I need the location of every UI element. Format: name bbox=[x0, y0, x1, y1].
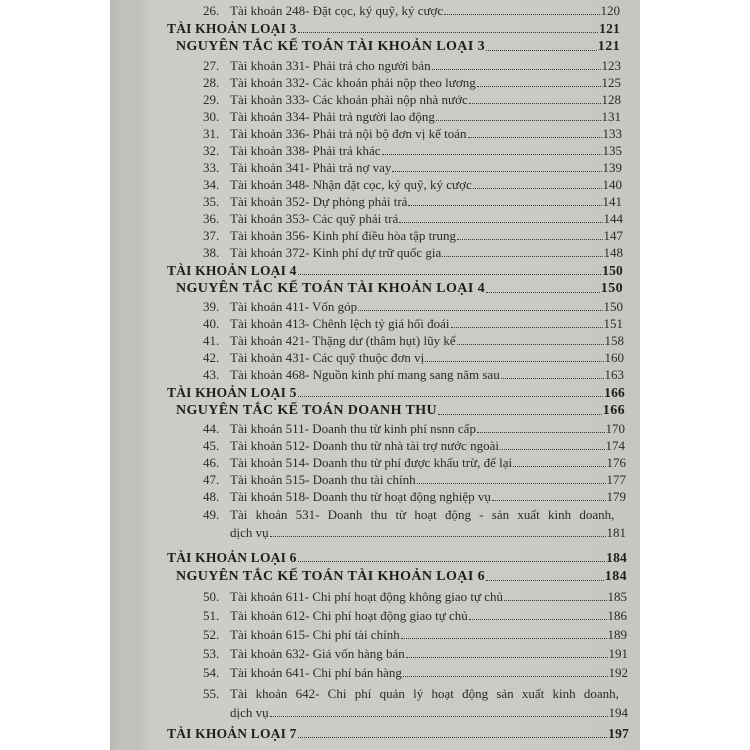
toc-entry bbox=[203, 211, 623, 227]
toc-entry bbox=[203, 472, 626, 488]
entry-number: 44. bbox=[203, 421, 220, 436]
leader-dots bbox=[406, 657, 608, 658]
leader-dots bbox=[417, 483, 606, 484]
entry-number: 28. bbox=[203, 75, 220, 90]
entry-number: 54. bbox=[203, 665, 220, 680]
entry-title: Tài khoản 411- Vốn góp bbox=[230, 299, 358, 314]
leader-dots bbox=[451, 327, 603, 328]
page-number: 121 bbox=[597, 39, 620, 54]
entry-title: Tài khoản 512- Doanh thu từ nhà tài trợ nước ngoài bbox=[230, 438, 500, 453]
subheading-title: NGUYÊN TẮC KẾ TOÁN DOANH THU bbox=[176, 403, 438, 418]
page-number: 139 bbox=[602, 160, 622, 175]
heading-title: TÀI KHOẢN LOẠI 4 bbox=[167, 263, 297, 278]
entry-number: 38. bbox=[203, 245, 220, 260]
page-number: 184 bbox=[606, 550, 627, 565]
page-number: 141 bbox=[602, 194, 622, 209]
page-number: 197 bbox=[608, 726, 629, 741]
entry-title-continuation: dịch vụ bbox=[230, 525, 269, 540]
entry-number: 29. bbox=[203, 92, 220, 107]
entry-title: Tài khoản 611- Chi phí hoạt động không giao tự chủ bbox=[230, 589, 504, 604]
entry-title: Tài khoản 468- Nguồn kinh phí mang sang năm sau bbox=[230, 367, 500, 382]
heading-title: TÀI KHOẢN LOẠI 5 bbox=[167, 385, 297, 400]
leader-dots bbox=[298, 32, 599, 33]
entry-number: 46. bbox=[203, 455, 220, 470]
entry-number: 33. bbox=[203, 160, 220, 175]
heading-title: TÀI KHOẢN LOẠI 6 bbox=[167, 550, 297, 565]
entry-title: Tài khoản 615- Chi phí tài chính bbox=[230, 627, 400, 642]
subheading-title: NGUYÊN TẮC KẾ TOÁN TÀI KHOẢN LOẠI 4 bbox=[176, 281, 485, 296]
toc-entry bbox=[203, 421, 625, 437]
leader-dots bbox=[486, 292, 600, 293]
leader-dots bbox=[438, 414, 602, 415]
subheading-title: NGUYÊN TẮC KẾ TOÁN TÀI KHOẢN LOẠI 3 bbox=[176, 39, 485, 54]
leader-dots bbox=[432, 69, 601, 70]
leader-dots bbox=[500, 449, 604, 450]
leader-dots bbox=[486, 580, 604, 581]
entry-number: 34. bbox=[203, 177, 220, 192]
leader-dots bbox=[513, 466, 605, 467]
page-number: 150 bbox=[600, 281, 623, 296]
page-number: 151 bbox=[603, 316, 623, 331]
leader-dots bbox=[408, 205, 601, 206]
page-number: 125 bbox=[601, 75, 621, 90]
entry-title: Tài khoản 511- Doanh thu từ kinh phí nsnn cấp bbox=[230, 421, 476, 436]
entry-number: 49. bbox=[203, 507, 220, 522]
toc-entry bbox=[203, 126, 622, 142]
leader-dots bbox=[469, 619, 607, 620]
entry-number: 55. bbox=[203, 686, 220, 701]
toc-subheading bbox=[176, 403, 625, 419]
toc-entry bbox=[203, 608, 627, 624]
toc-entry-wrapped bbox=[203, 686, 619, 702]
leader-dots bbox=[425, 361, 603, 362]
book-page bbox=[110, 0, 640, 750]
toc-entry bbox=[203, 109, 621, 125]
page-number: 166 bbox=[604, 385, 625, 400]
page-number: 185 bbox=[607, 589, 627, 604]
toc-heading bbox=[167, 385, 625, 401]
leader-dots bbox=[270, 536, 606, 537]
page-number: 184 bbox=[604, 569, 627, 584]
leader-dots bbox=[399, 222, 602, 223]
entry-title: Tài khoản 353- Các quỹ phải trả bbox=[230, 211, 399, 226]
leader-dots bbox=[477, 432, 605, 433]
entry-title: Tài khoản 331- Phải trả cho người bán bbox=[230, 58, 431, 73]
toc-entry-continuation bbox=[230, 525, 626, 541]
subheading-title: NGUYÊN TẮC KẾ TOÁN TÀI KHOẢN LOẠI 6 bbox=[176, 569, 485, 584]
leader-dots bbox=[382, 154, 602, 155]
page-number: 163 bbox=[604, 367, 624, 382]
page-number: 186 bbox=[607, 608, 627, 623]
entry-title: Tài khoản 338- Phải trả khác bbox=[230, 143, 381, 158]
page-number: 131 bbox=[601, 109, 621, 124]
toc-entry bbox=[203, 58, 621, 74]
leader-dots bbox=[504, 600, 606, 601]
toc-entry bbox=[203, 316, 623, 332]
entry-number: 45. bbox=[203, 438, 220, 453]
entry-title-continuation: dịch vụ bbox=[230, 705, 269, 720]
page-number: 121 bbox=[599, 21, 620, 36]
page-number: 150 bbox=[603, 299, 623, 314]
leader-dots bbox=[436, 120, 601, 121]
heading-title: TÀI KHOẢN LOẠI 7 bbox=[167, 726, 297, 741]
page-number: 148 bbox=[603, 245, 623, 260]
leader-dots bbox=[358, 310, 602, 311]
toc-entry bbox=[203, 589, 627, 605]
entry-title: Tài khoản 421- Thặng dư (thâm hụt) lũy kế bbox=[230, 333, 456, 348]
toc-entry bbox=[203, 665, 628, 681]
entry-title: Tài khoản 641- Chi phí bán hàng bbox=[230, 665, 402, 680]
leader-dots bbox=[392, 171, 601, 172]
leader-dots bbox=[298, 274, 602, 275]
page-number: 181 bbox=[606, 525, 626, 540]
page-number: 150 bbox=[602, 263, 623, 278]
leader-dots bbox=[457, 239, 602, 240]
leader-dots bbox=[442, 256, 602, 257]
page-number: 120 bbox=[600, 3, 620, 18]
toc-entry bbox=[203, 627, 627, 643]
entry-number: 51. bbox=[203, 608, 220, 623]
toc-entry bbox=[203, 143, 622, 159]
toc-subheading bbox=[176, 281, 623, 297]
leader-dots bbox=[469, 103, 601, 104]
page-number: 144 bbox=[603, 211, 623, 226]
leader-dots bbox=[486, 50, 597, 51]
toc-entry bbox=[203, 299, 623, 315]
entry-title: Tài khoản 515- Doanh thu tài chính bbox=[230, 472, 416, 487]
page-number: 170 bbox=[605, 421, 625, 436]
page-number: 158 bbox=[604, 333, 624, 348]
entry-number: 32. bbox=[203, 143, 220, 158]
entry-title: Tài khoản 514- Doanh thu từ phí được khấu trừ, để lại bbox=[230, 455, 513, 470]
entry-title: Tài khoản 336- Phải trả nội bộ đơn vị kế toán bbox=[230, 126, 467, 141]
entry-title: Tài khoản 612- Chi phí hoạt động giao tự chủ bbox=[230, 608, 468, 623]
entry-number: 40. bbox=[203, 316, 220, 331]
entry-title: Tài khoản 348- Nhận đặt cọc, ký quỹ, ký cược bbox=[230, 177, 472, 192]
leader-dots bbox=[457, 344, 604, 345]
page-number: 160 bbox=[604, 350, 624, 365]
leader-dots bbox=[403, 676, 608, 677]
toc-heading bbox=[167, 21, 620, 37]
entry-number: 48. bbox=[203, 489, 220, 504]
page-number: 176 bbox=[606, 455, 626, 470]
entry-title: Tài khoản 531- Doanh thu từ hoạt động - sản xuất kinh doanh, bbox=[230, 507, 615, 522]
page-number: 123 bbox=[601, 58, 621, 73]
leader-dots bbox=[298, 561, 606, 562]
entry-title: Tài khoản 632- Giá vốn hàng bán bbox=[230, 646, 405, 661]
page-number: 133 bbox=[602, 126, 622, 141]
entry-number: 35. bbox=[203, 194, 220, 209]
entry-title: Tài khoản 332- Các khoản phải nộp theo lương bbox=[230, 75, 476, 90]
page-number: 135 bbox=[602, 143, 622, 158]
entry-number: 50. bbox=[203, 589, 220, 604]
heading-title: TÀI KHOẢN LOẠI 3 bbox=[167, 21, 297, 36]
entry-number: 36. bbox=[203, 211, 220, 226]
entry-title: Tài khoản 372- Kinh phí dự trữ quốc gia bbox=[230, 245, 442, 260]
toc-entry bbox=[203, 228, 623, 244]
toc-entry-wrapped bbox=[203, 507, 614, 523]
toc-entry bbox=[203, 350, 624, 366]
entry-number: 53. bbox=[203, 646, 220, 661]
page-number: 192 bbox=[608, 665, 628, 680]
entry-number: 42. bbox=[203, 350, 220, 365]
page-number: 166 bbox=[602, 403, 625, 418]
toc-entry bbox=[203, 646, 628, 662]
entry-number: 37. bbox=[203, 228, 220, 243]
entry-number: 39. bbox=[203, 299, 220, 314]
page-number: 140 bbox=[602, 177, 622, 192]
leader-dots bbox=[468, 137, 602, 138]
leader-dots bbox=[477, 86, 601, 87]
entry-title: Tài khoản 352- Dự phòng phải trả bbox=[230, 194, 408, 209]
entry-number: 27. bbox=[203, 58, 220, 73]
toc-heading bbox=[167, 263, 623, 279]
entry-title: Tài khoản 431- Các quỹ thuộc đơn vị bbox=[230, 350, 425, 365]
entry-title: Tài khoản 518- Doanh thu từ hoạt động nghiệp vụ bbox=[230, 489, 491, 504]
entry-number: 47. bbox=[203, 472, 220, 487]
entry-number: 31. bbox=[203, 126, 220, 141]
leader-dots bbox=[444, 14, 599, 15]
leader-dots bbox=[298, 396, 604, 397]
entry-title: Tài khoản 333- Các khoản phải nộp nhà nước bbox=[230, 92, 468, 107]
page-number: 128 bbox=[601, 92, 621, 107]
entry-title: Tài khoản 341- Phải trả nợ vay bbox=[230, 160, 392, 175]
entry-number: 26. bbox=[203, 3, 220, 18]
page-number: 179 bbox=[606, 489, 626, 504]
page-number: 147 bbox=[603, 228, 623, 243]
toc-entry bbox=[203, 92, 621, 108]
toc-entry bbox=[203, 455, 626, 471]
toc-entry-continuation bbox=[230, 705, 628, 721]
toc-entry bbox=[203, 75, 621, 91]
entry-number: 30. bbox=[203, 109, 220, 124]
toc-entry bbox=[203, 194, 622, 210]
toc-entry bbox=[203, 177, 622, 193]
entry-title: Tài khoản 413- Chênh lệch tỷ giá hối đoái bbox=[230, 316, 450, 331]
page-number: 177 bbox=[606, 472, 626, 487]
toc-entry bbox=[203, 3, 620, 19]
entry-number: 43. bbox=[203, 367, 220, 382]
entry-title: Tài khoản 356- Kinh phí điều hòa tập trung bbox=[230, 228, 457, 243]
toc-subheading bbox=[176, 569, 627, 585]
toc-heading bbox=[167, 726, 629, 742]
toc-heading bbox=[167, 550, 627, 566]
leader-dots bbox=[492, 500, 606, 501]
toc-entry bbox=[203, 367, 624, 383]
leader-dots bbox=[401, 638, 607, 639]
entry-title: Tài khoản 334- Phải trả người lao động bbox=[230, 109, 435, 124]
toc-entry bbox=[203, 489, 626, 505]
page-number: 194 bbox=[608, 705, 628, 720]
page-number: 174 bbox=[605, 438, 625, 453]
page-number: 191 bbox=[608, 646, 628, 661]
leader-dots bbox=[298, 737, 608, 738]
toc-entry bbox=[203, 245, 623, 261]
entry-number: 52. bbox=[203, 627, 220, 642]
entry-number: 41. bbox=[203, 333, 220, 348]
toc-entry bbox=[203, 333, 624, 349]
leader-dots bbox=[270, 716, 608, 717]
toc-subheading bbox=[176, 39, 620, 55]
toc-entry bbox=[203, 160, 622, 176]
page-number: 189 bbox=[607, 627, 627, 642]
leader-dots bbox=[473, 188, 602, 189]
toc-entry bbox=[203, 438, 625, 454]
leader-dots bbox=[501, 378, 604, 379]
entry-title: Tài khoản 248- Đặt cọc, ký quỹ, ký cược bbox=[230, 3, 444, 18]
entry-title: Tài khoản 642- Chi phí quản lý hoạt động sản xuất kinh doanh, bbox=[230, 686, 619, 701]
